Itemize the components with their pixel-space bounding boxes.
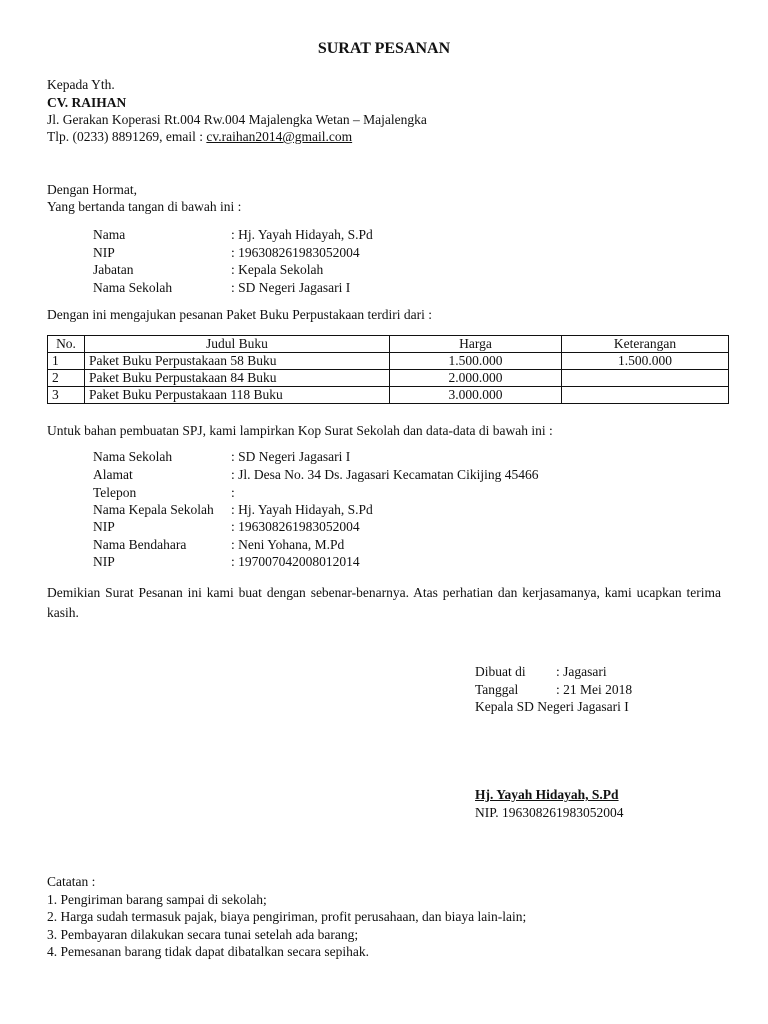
list-item: 4. Pemesanan barang tidak dapat dibatalkan secara sepihak. bbox=[47, 944, 369, 959]
signer-name: Hj. Yayah Hidayah, S.Pd bbox=[475, 787, 619, 802]
order-intro: Dengan ini mengajukan pesanan Paket Buku Perpustakaan terdiri dari : bbox=[47, 307, 433, 322]
school-value-nip: : 196308261983052004 bbox=[231, 519, 360, 534]
table-row bbox=[48, 387, 729, 404]
cell-judul: Paket Buku Perpustakaan 84 Buku bbox=[85, 370, 390, 387]
signer-value-sekolah: : SD Negeri Jagasari I bbox=[231, 280, 351, 295]
recipient-address: Jl. Gerakan Koperasi Rt.004 Rw.004 Majalengka Wetan – Majalengka bbox=[47, 112, 427, 127]
school-label-alamat: Alamat bbox=[93, 467, 133, 482]
order-table bbox=[47, 335, 729, 404]
recipient-greeting: Kepada Yth. bbox=[47, 77, 115, 92]
cell-judul: Paket Buku Perpustakaan 58 Buku bbox=[85, 353, 390, 370]
school-value-alamat: : Jl. Desa No. 34 Ds. Jagasari Kecamatan Cikijing 45466 bbox=[231, 467, 539, 482]
recipient-contact bbox=[47, 128, 352, 145]
school-label-bendahara: Nama Bendahara bbox=[93, 537, 187, 552]
header-no: No. bbox=[48, 336, 85, 353]
header-harga: Harga bbox=[390, 336, 562, 353]
table-row bbox=[48, 353, 729, 370]
signer-value-nama: : Hj. Yayah Hidayah, S.Pd bbox=[231, 227, 373, 242]
school-value-kepala: : Hj. Yayah Hidayah, S.Pd bbox=[231, 502, 373, 517]
cell-harga: 3.000.000 bbox=[390, 387, 562, 404]
salutation: Dengan Hormat, bbox=[47, 182, 137, 197]
cell-no: 2 bbox=[48, 370, 85, 387]
header-judul-buku: Judul Buku bbox=[85, 336, 390, 353]
notes-heading: Catatan : bbox=[47, 874, 96, 889]
list-item: 2. Harga sudah termasuk pajak, biaya pengiriman, profit perusahaan, dan biaya lain-lain; bbox=[47, 909, 527, 924]
date-value: : 21 Mei 2018 bbox=[556, 682, 633, 697]
signer-nip: NIP. 196308261983052004 bbox=[475, 805, 624, 820]
school-value-nama: : SD Negeri Jagasari I bbox=[231, 449, 351, 464]
cell-keterangan bbox=[562, 387, 729, 404]
cell-keterangan bbox=[562, 370, 729, 387]
recipient-email-link[interactable]: cv.raihan2014@gmail.com bbox=[206, 129, 353, 144]
header-keterangan: Keterangan bbox=[562, 336, 729, 353]
school-value-bendahara: : Neni Yohana, M.Pd bbox=[231, 537, 345, 552]
place-value: : Jagasari bbox=[556, 664, 607, 679]
signer-label-sekolah: Nama Sekolah bbox=[93, 280, 173, 295]
school-value-nip-bendahara: : 197007042008012014 bbox=[231, 554, 360, 569]
school-label-nip-bendahara: NIP bbox=[93, 554, 115, 569]
cell-no: 1 bbox=[48, 353, 85, 370]
cell-keterangan: 1.500.000 bbox=[562, 353, 729, 370]
place-label: Dibuat di bbox=[475, 664, 526, 679]
signer-intro: Yang bertanda tangan di bawah ini : bbox=[47, 199, 242, 214]
school-value-telepon: : bbox=[231, 485, 235, 500]
recipient-company: CV. RAIHAN bbox=[47, 95, 127, 110]
cell-harga: 1.500.000 bbox=[390, 353, 562, 370]
cell-no: 3 bbox=[48, 387, 85, 404]
date-label: Tanggal bbox=[475, 682, 519, 697]
table-header-row bbox=[48, 336, 729, 353]
signer-label-nama: Nama bbox=[93, 227, 126, 242]
table-row bbox=[48, 370, 729, 387]
school-label-telepon: Telepon bbox=[93, 485, 137, 500]
closing-paragraph: Demikian Surat Pesanan ini kami buat dengan sebenar-benarnya. Atas perhatian dan kerjasamanya, kami ucapkan terima kasih. bbox=[47, 585, 721, 620]
document-title: SURAT PESANAN bbox=[317, 40, 451, 57]
cell-judul: Paket Buku Perpustakaan 118 Buku bbox=[85, 387, 390, 404]
school-label-kepala: Nama Kepala Sekolah bbox=[93, 502, 214, 517]
cell-harga: 2.000.000 bbox=[390, 370, 562, 387]
school-label-nip: NIP bbox=[93, 519, 115, 534]
school-label-nama: Nama Sekolah bbox=[93, 449, 173, 464]
spj-intro: Untuk bahan pembuatan SPJ, kami lampirkan Kop Surat Sekolah dan data-data di bawah ini : bbox=[47, 423, 553, 438]
list-item: 1. Pengiriman barang sampai di sekolah; bbox=[47, 892, 267, 907]
list-item: 3. Pembayaran dilakukan secara tunai setelah ada barang; bbox=[47, 927, 359, 942]
signer-label-nip: NIP bbox=[93, 245, 115, 260]
signer-value-nip: : 196308261983052004 bbox=[231, 245, 360, 260]
signer-position: Kepala SD Negeri Jagasari I bbox=[475, 699, 629, 714]
signer-label-jabatan: Jabatan bbox=[93, 262, 134, 277]
recipient-contact-prefix: Tlp. (0233) 8891269, email : bbox=[47, 129, 207, 144]
signer-value-jabatan: : Kepala Sekolah bbox=[231, 262, 324, 277]
